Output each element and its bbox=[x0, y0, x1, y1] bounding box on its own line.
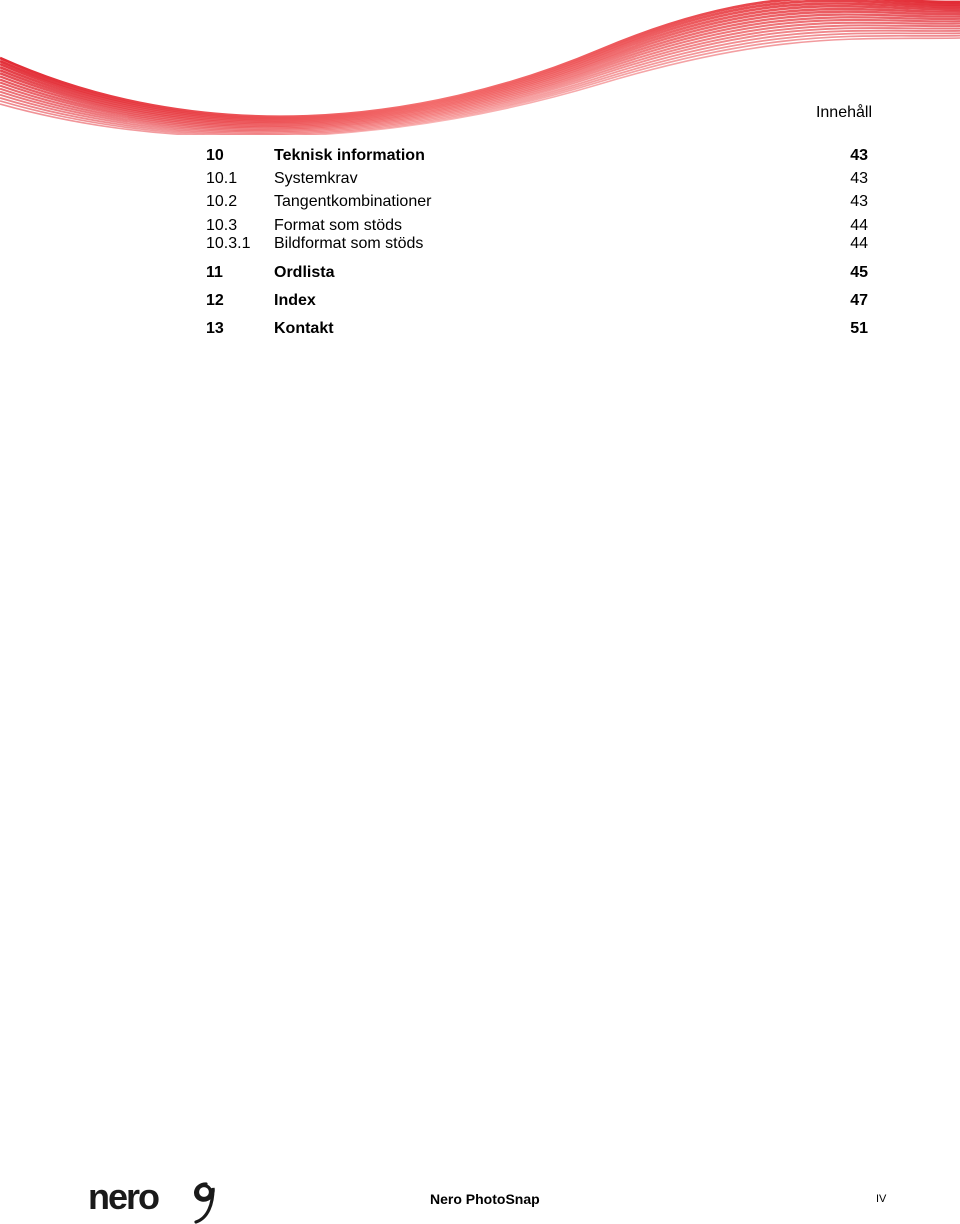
toc-entry[interactable] bbox=[206, 290, 870, 312]
toc-entry-number: 11 bbox=[206, 264, 223, 281]
toc-entry-number: 10.3 bbox=[206, 217, 238, 234]
toc-entry-title: Ordlista bbox=[274, 264, 335, 281]
toc-entry-number: 10.2 bbox=[206, 193, 238, 210]
footer-page-number: IV bbox=[876, 1193, 887, 1205]
toc-entry-page: 47 bbox=[850, 292, 868, 309]
toc-entry-number: 13 bbox=[206, 320, 224, 337]
toc-entry-page: 43 bbox=[850, 147, 868, 164]
svg-text:nero: nero bbox=[88, 1178, 159, 1217]
toc-entry-title: Format som stöds bbox=[274, 217, 403, 234]
toc-entry-page: 45 bbox=[850, 264, 868, 281]
footer-product-name: Nero PhotoSnap bbox=[430, 1191, 540, 1207]
toc-entry[interactable] bbox=[206, 318, 870, 340]
toc-entry-number: 10 bbox=[206, 147, 224, 164]
toc-entry[interactable] bbox=[206, 233, 870, 255]
toc-entry-title: Teknisk information bbox=[274, 147, 425, 164]
toc-entry-title: Index bbox=[274, 292, 316, 309]
toc-entry-page: 43 bbox=[850, 193, 868, 210]
toc-entry[interactable] bbox=[206, 145, 870, 167]
toc-entry-title: Kontakt bbox=[274, 320, 334, 337]
section-label: Innehåll bbox=[815, 104, 872, 121]
toc-entry-title: Bildformat som stöds bbox=[274, 235, 424, 252]
toc-entry-number: 10.1 bbox=[206, 170, 238, 187]
toc-entry-page: 44 bbox=[850, 217, 868, 234]
toc-entry[interactable] bbox=[206, 262, 870, 284]
toc-entry[interactable] bbox=[206, 168, 870, 190]
table-of-contents bbox=[206, 0, 870, 360]
toc-entry-page: 44 bbox=[850, 235, 868, 252]
toc-entry-number: 10.3.1 bbox=[206, 235, 251, 252]
toc-entry-page: 51 bbox=[850, 320, 868, 337]
toc-entry-title: Systemkrav bbox=[274, 170, 358, 187]
toc-entry-page: 43 bbox=[850, 170, 868, 187]
toc-entry-title: Tangentkombinationer bbox=[274, 193, 432, 210]
nero-9-logo bbox=[88, 1178, 228, 1224]
toc-entry-number: 12 bbox=[206, 292, 224, 309]
toc-entry[interactable] bbox=[206, 191, 870, 213]
